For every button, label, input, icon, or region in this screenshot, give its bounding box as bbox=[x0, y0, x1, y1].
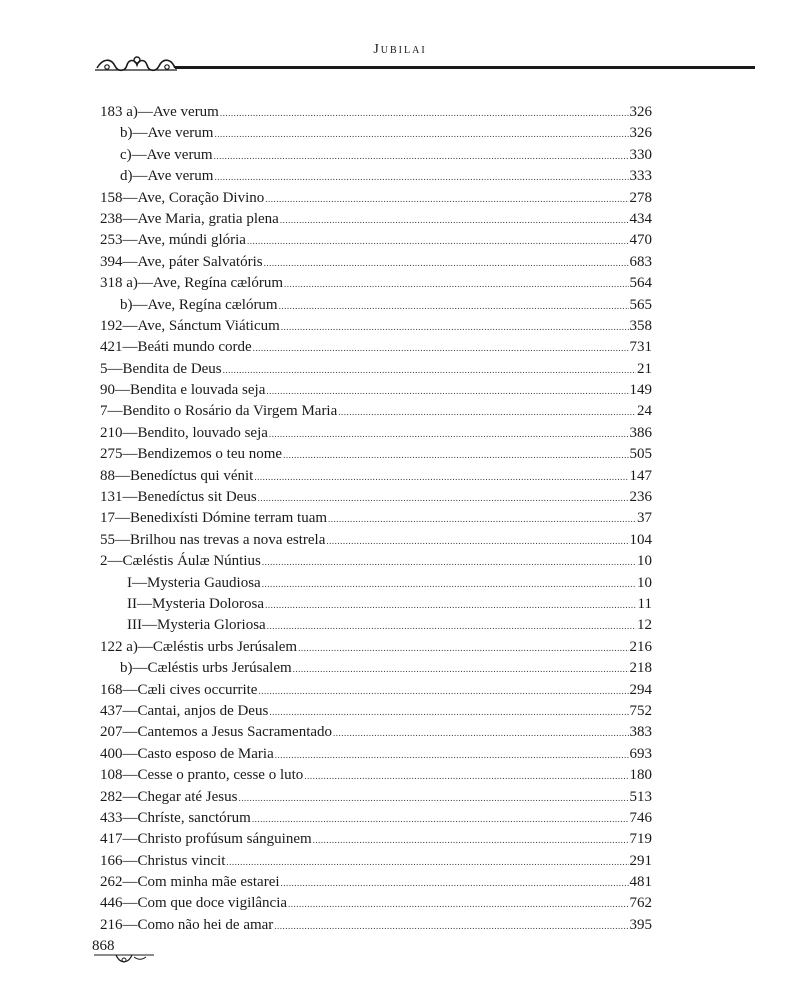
dot-leader bbox=[262, 551, 636, 572]
index-entry bbox=[100, 722, 652, 743]
index-entry bbox=[100, 337, 652, 358]
entry-page-number: 216 bbox=[629, 638, 652, 655]
dot-leader bbox=[265, 594, 636, 615]
entry-title: 183 a)—Ave verum bbox=[100, 104, 219, 120]
entry-title: 433—Chríste, sanctórum bbox=[100, 809, 251, 826]
dot-leader bbox=[214, 166, 628, 187]
entry-title: 238—Ave Maria, gratia plena bbox=[100, 210, 279, 227]
index-entry bbox=[100, 680, 652, 701]
entry-title: I—Mysteria Gaudiosa bbox=[127, 574, 261, 591]
dot-leader bbox=[238, 787, 628, 808]
entry-page-number: 180 bbox=[629, 767, 652, 784]
dot-leader bbox=[258, 487, 629, 508]
index-entry bbox=[100, 145, 652, 166]
entry-page-number: 762 bbox=[629, 895, 652, 912]
entry-page-number: 752 bbox=[629, 702, 652, 719]
index-entry bbox=[100, 252, 652, 273]
entry-title: 131—Benedíctus sit Deus bbox=[100, 489, 257, 506]
index-entry bbox=[100, 209, 652, 230]
dot-leader bbox=[267, 615, 636, 636]
index-entry bbox=[100, 701, 652, 722]
dot-leader bbox=[328, 508, 636, 529]
index-entry bbox=[100, 829, 652, 850]
index-entry bbox=[100, 658, 652, 679]
dot-leader bbox=[262, 573, 636, 594]
index-entry bbox=[100, 594, 652, 615]
dot-leader bbox=[226, 851, 628, 872]
index-entry bbox=[100, 166, 652, 187]
entry-page-number: 731 bbox=[629, 339, 652, 356]
index-list bbox=[100, 102, 652, 936]
entry-page-number: 683 bbox=[629, 253, 652, 270]
entry-title: 262—Com minha mãe estarei bbox=[100, 874, 280, 891]
entry-page-number: 326 bbox=[629, 104, 652, 120]
entry-title: 216—Como não hei de amar bbox=[100, 916, 274, 933]
index-entry bbox=[100, 273, 652, 294]
entry-page-number: 719 bbox=[629, 831, 652, 848]
index-entry bbox=[100, 893, 652, 914]
dot-leader bbox=[281, 872, 629, 893]
index-entry bbox=[100, 401, 652, 422]
entry-title: 166—Christus vincit bbox=[100, 852, 226, 869]
index-entry bbox=[100, 444, 652, 465]
entry-page-number: 481 bbox=[629, 874, 652, 891]
index-entry bbox=[100, 787, 652, 808]
index-entry bbox=[100, 573, 652, 594]
index-entry bbox=[100, 508, 652, 529]
index-entry bbox=[100, 295, 652, 316]
entry-page-number: 333 bbox=[629, 168, 652, 185]
dot-leader bbox=[281, 316, 629, 337]
index-entry bbox=[100, 123, 652, 144]
footer-flourish-icon bbox=[94, 952, 154, 966]
index-entry bbox=[100, 765, 652, 786]
dot-leader bbox=[293, 658, 629, 679]
entry-title: 400—Casto esposo de Maria bbox=[100, 745, 274, 762]
entry-page-number: 358 bbox=[629, 317, 652, 334]
entry-page-number: 564 bbox=[629, 275, 652, 292]
dot-leader bbox=[220, 102, 629, 123]
index-entry bbox=[100, 102, 652, 123]
entry-page-number: 12 bbox=[637, 617, 652, 634]
index-entry bbox=[100, 316, 652, 337]
entry-page-number: 147 bbox=[629, 467, 652, 484]
dot-leader bbox=[274, 915, 628, 936]
entry-page-number: 326 bbox=[629, 125, 652, 142]
entry-title: 55—Brilhou nas trevas a nova estrela bbox=[100, 531, 326, 548]
entry-page-number: 470 bbox=[629, 232, 652, 249]
index-entry bbox=[100, 915, 652, 936]
dot-leader bbox=[338, 401, 636, 422]
index-entry bbox=[100, 872, 652, 893]
entry-page-number: 383 bbox=[629, 724, 652, 741]
entry-page-number: 386 bbox=[629, 424, 652, 441]
dot-leader bbox=[283, 444, 628, 465]
entry-title: 446—Com que doce vigilância bbox=[100, 895, 288, 912]
index-entry bbox=[100, 615, 652, 636]
dot-leader bbox=[279, 295, 629, 316]
page-header bbox=[0, 0, 800, 80]
running-title: Jubilai bbox=[373, 42, 427, 57]
entry-page-number: 746 bbox=[629, 809, 652, 826]
entry-page-number: 149 bbox=[629, 382, 652, 399]
dot-leader bbox=[253, 337, 629, 358]
entry-title: 318 a)—Ave, Regína cælórum bbox=[100, 275, 284, 292]
entry-title: b)—Ave verum bbox=[120, 125, 214, 142]
entry-page-number: 236 bbox=[629, 489, 652, 506]
entry-title: II—Mysteria Dolorosa bbox=[127, 595, 265, 612]
entry-page-number: 10 bbox=[637, 574, 652, 591]
dot-leader bbox=[269, 701, 628, 722]
dot-leader bbox=[304, 765, 628, 786]
entry-title: 7—Bendito o Rosário da Virgem Maria bbox=[100, 403, 338, 420]
entry-page-number: 37 bbox=[637, 510, 652, 527]
entry-page-number: 330 bbox=[629, 146, 652, 163]
entry-title: 210—Bendito, louvado seja bbox=[100, 424, 268, 441]
index-entry bbox=[100, 466, 652, 487]
page-number: 868 bbox=[92, 938, 115, 954]
entry-page-number: 218 bbox=[629, 660, 652, 677]
dot-leader bbox=[298, 637, 628, 658]
entry-page-number: 294 bbox=[629, 681, 652, 698]
entry-title: 282—Chegar até Jesus bbox=[100, 788, 238, 805]
entry-title: 88—Benedíctus qui vénit bbox=[100, 467, 254, 484]
index-entry bbox=[100, 230, 652, 251]
index-entry bbox=[100, 851, 652, 872]
entry-title: 394—Ave, páter Salvatóris bbox=[100, 253, 263, 270]
index-entry bbox=[100, 551, 652, 572]
entry-title: b)—Cæléstis urbs Jerúsalem bbox=[120, 660, 292, 677]
entry-page-number: 21 bbox=[637, 360, 652, 377]
entry-title: 2—Cæléstis Áulæ Núntius bbox=[100, 553, 261, 570]
dot-leader bbox=[258, 680, 628, 701]
entry-title: d)—Ave verum bbox=[120, 168, 214, 185]
index-entry bbox=[100, 637, 652, 658]
dot-leader bbox=[333, 722, 628, 743]
dot-leader bbox=[265, 188, 628, 209]
entry-title: b)—Ave, Regína cælórum bbox=[120, 296, 278, 313]
index-entry bbox=[100, 188, 652, 209]
entry-title: 108—Cesse o pranto, cesse o luto bbox=[100, 767, 304, 784]
index-entry bbox=[100, 744, 652, 765]
entry-title: 17—Benedixísti Dómine terram tuam bbox=[100, 510, 328, 527]
dot-leader bbox=[313, 829, 629, 850]
index-entry bbox=[100, 380, 652, 401]
header-rule bbox=[175, 66, 755, 69]
dot-leader bbox=[264, 252, 629, 273]
dot-leader bbox=[326, 530, 628, 551]
entry-page-number: 693 bbox=[629, 745, 652, 762]
dot-leader bbox=[254, 466, 628, 487]
entry-page-number: 434 bbox=[629, 210, 652, 227]
entry-title: 253—Ave, múndi glória bbox=[100, 232, 246, 249]
index-entry bbox=[100, 423, 652, 444]
dot-leader bbox=[223, 359, 636, 380]
dot-leader bbox=[280, 209, 629, 230]
entry-title: 207—Cantemos a Jesus Sacramentado bbox=[100, 724, 333, 741]
dot-leader bbox=[214, 123, 628, 144]
flourish-ornament-icon bbox=[95, 54, 177, 76]
entry-title: III—Mysteria Gloriosa bbox=[127, 617, 266, 634]
dot-leader bbox=[214, 145, 629, 166]
entry-title: 437—Cantai, anjos de Deus bbox=[100, 702, 269, 719]
entry-title: 168—Cæli cives occurrite bbox=[100, 681, 258, 698]
entry-page-number: 10 bbox=[637, 553, 652, 570]
entry-page-number: 291 bbox=[629, 852, 652, 869]
index-entry bbox=[100, 487, 652, 508]
dot-leader bbox=[266, 380, 628, 401]
entry-title: c)—Ave verum bbox=[120, 146, 213, 163]
entry-page-number: 11 bbox=[637, 595, 652, 612]
index-entry bbox=[100, 808, 652, 829]
entry-title: 5—Bendita de Deus bbox=[100, 360, 222, 377]
entry-page-number: 395 bbox=[629, 916, 652, 933]
entry-page-number: 278 bbox=[629, 189, 652, 206]
entry-title: 122 a)—Cæléstis urbs Jerúsalem bbox=[100, 638, 298, 655]
entry-title: 192—Ave, Sánctum Viáticum bbox=[100, 317, 280, 334]
entry-page-number: 513 bbox=[629, 788, 652, 805]
index-entry bbox=[100, 530, 652, 551]
dot-leader bbox=[247, 230, 629, 251]
entry-title: 275—Bendizemos o teu nome bbox=[100, 446, 283, 463]
entry-title: 90—Bendita e louvada seja bbox=[100, 382, 266, 399]
dot-leader bbox=[275, 744, 629, 765]
entry-title: 158—Ave, Coração Divino bbox=[100, 189, 265, 206]
entry-title: 417—Christo profúsum sánguinem bbox=[100, 831, 312, 848]
dot-leader bbox=[284, 273, 628, 294]
dot-leader bbox=[269, 423, 629, 444]
entry-page-number: 505 bbox=[629, 446, 652, 463]
entry-page-number: 24 bbox=[637, 403, 652, 420]
entry-title: 421—Beáti mundo corde bbox=[100, 339, 252, 356]
entry-page-number: 104 bbox=[629, 531, 652, 548]
index-entry bbox=[100, 359, 652, 380]
dot-leader bbox=[252, 808, 629, 829]
dot-leader bbox=[288, 893, 628, 914]
entry-page-number: 565 bbox=[629, 296, 652, 313]
